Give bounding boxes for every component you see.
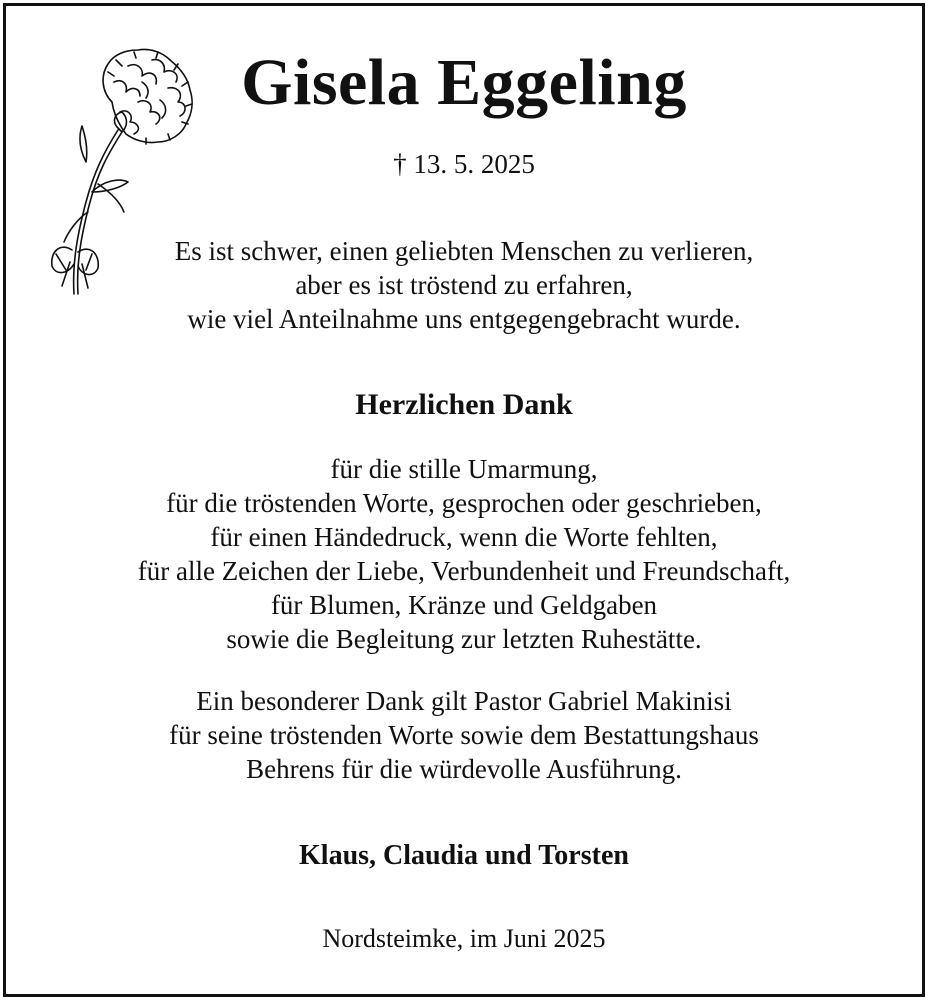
death-date: † 13. 5. 2025	[393, 149, 535, 179]
signers: Klaus, Claudia und Torsten	[299, 840, 629, 871]
thanks-line: für einen Händedruck, wenn die Worte fehlten,	[210, 522, 718, 552]
intro-line: wie viel Anteilnahme uns entgegengebracht wurde.	[187, 304, 741, 334]
special-thanks-line: Behrens für die würdevolle Ausführung.	[246, 754, 682, 784]
special-thanks-line: für seine tröstenden Worte sowie dem Bestattungshaus	[169, 720, 759, 750]
thanks-line: für alle Zeichen der Liebe, Verbundenheit und Freundschaft,	[137, 556, 791, 586]
place-and-date: Nordsteimke, im Juni 2025	[322, 924, 606, 953]
thanks-text	[6, 452, 922, 656]
thanks-heading: Herzlichen Dank	[355, 388, 573, 421]
special-thanks-text	[6, 684, 922, 786]
intro-line: Es ist schwer, einen geliebten Menschen zu verlieren,	[174, 236, 754, 266]
intro-line: aber es ist tröstend zu erfahren,	[295, 270, 633, 300]
thanks-line: für Blumen, Kränze und Geldgaben	[270, 590, 658, 620]
thanks-line: für die tröstenden Worte, gesprochen oder geschrieben,	[166, 488, 762, 518]
intro-text	[6, 234, 922, 336]
thanks-line: für die stille Umarmung,	[330, 454, 598, 484]
deceased-name: Gisela Eggeling	[241, 46, 687, 119]
notice-frame	[3, 3, 925, 997]
thanks-line: sowie die Begleitung zur letzten Ruhestätte.	[226, 624, 702, 654]
special-thanks-line: Ein besonderer Dank gilt Pastor Gabriel Makinisi	[196, 686, 732, 716]
